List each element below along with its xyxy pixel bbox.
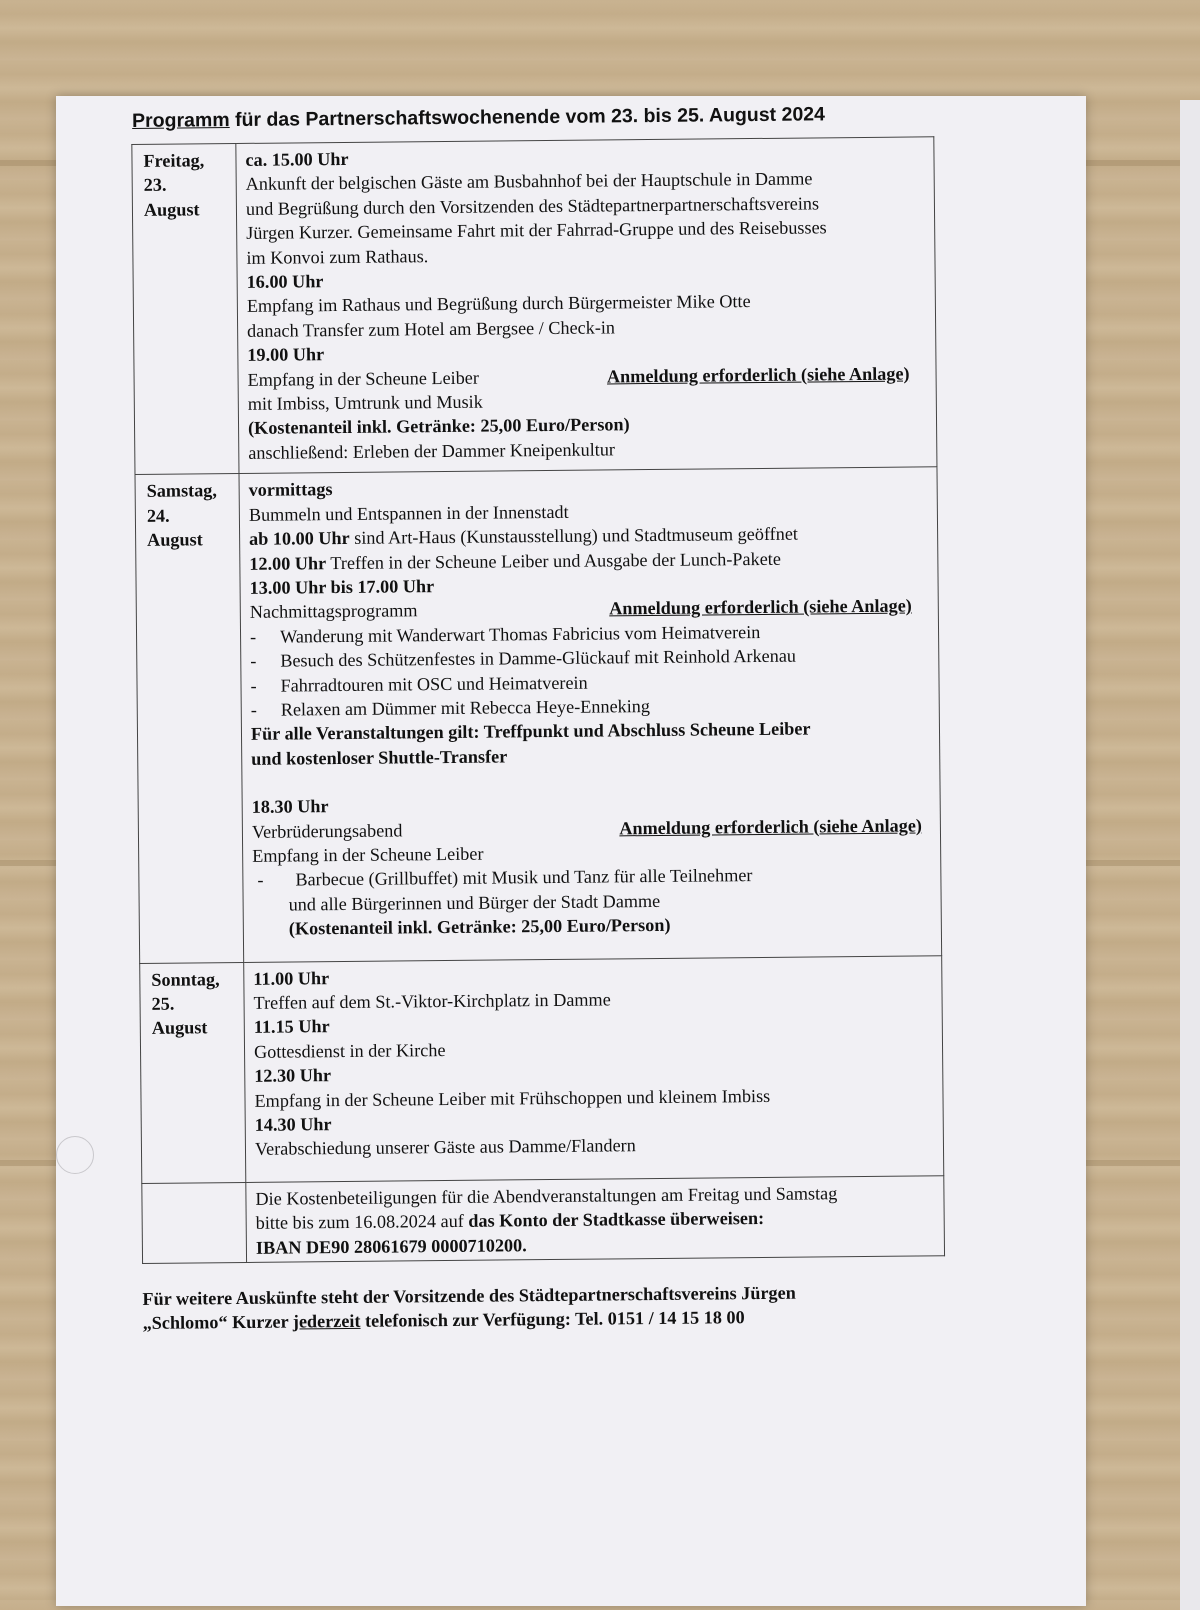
event-text-part: Treffen in der Scheune Leiber und Ausgabe der Lunch-Pakete [326,548,781,573]
day-name: Sonntag, [151,968,220,990]
time-label: 16.00 Uhr [246,271,324,292]
time-label: 11.00 Uhr [253,967,330,989]
title-rest: für das Partnerschaftswochenende vom 23. bis 25. August 2024 [229,103,826,132]
table-row-friday [132,137,937,475]
event-text: und Begrüßung durch den Vorsitzenden des Städtepartnerpartnerschaftsvereins [245,193,820,219]
day-number: 24. [146,505,170,526]
events-cell-saturday [239,467,942,962]
event-text: Gottesdienst in der Kirche [253,1039,446,1062]
day-month: August [143,199,200,220]
time-label: 14.30 Uhr [254,1114,332,1135]
day-month: August [151,1017,208,1039]
payment-cell [246,1176,945,1263]
list-dash: - [250,650,257,672]
footer-line: Für weitere Auskünfte steht der Vorsitzende des Städtepartnerschaftsvereins Jürgen [142,1282,796,1310]
table-row-sunday [140,955,944,1183]
list-item-text: Relaxen am Dümmer mit Rebecca Heye-Enneking [280,695,651,720]
event-text: im Konvoi zum Rathaus. [246,245,429,268]
document-content [131,102,1013,1335]
registration-note: Anmeldung erforderlich (siehe Anlage) [609,595,912,619]
table-row-payment [142,1176,945,1264]
day-number: 23. [143,175,167,196]
event-text: Jürgen Kurzer. Gemeinsame Fahrt mit der Fahrrad-Gruppe und des Reisebusses [246,217,827,244]
event-text-part: sind Art-Haus (Kunstausstellung) und Stadtmuseum geöffnet [349,523,798,549]
list-item-text: Barbecue (Grillbuffet) mit Musik und Tanz für alle Teilnehmer [295,865,753,890]
day-cell-sunday [140,962,246,1183]
event-text-part: Verbrüderungsabend [251,819,403,842]
event-text: Verabschiedung unserer Gäste aus Damme/Flandern [254,1135,636,1160]
table-row-saturday [135,467,942,963]
time-label: ca. 15.00 Uhr [245,148,349,170]
day-month: August [147,529,203,550]
time-label: 19.00 Uhr [247,344,325,366]
time-label: 12.30 Uhr [254,1065,332,1087]
list-dash: - [250,675,257,696]
event-text: Empfang in der Scheune Leiber [252,843,484,866]
footer-emphasis: jederzeit [292,1310,361,1332]
day-name: Freitag, [143,150,205,171]
time-label: 13.00 Uhr bis 17.00 Uhr [249,576,435,598]
events-cell-sunday [244,955,944,1182]
event-text: Ankunft der belgischen Gäste am Busbahnhof bei der Hauptschule in Damme [245,168,813,195]
meeting-note: und kostenloser Shuttle-Transfer [251,746,508,769]
time-label: 11.15 Uhr [253,1016,330,1038]
cost-note: (Kostenanteil inkl. Getränke: 25,00 Euro/Person) [247,414,630,439]
registration-note: Anmeldung erforderlich (siehe Anlage) [606,363,910,387]
event-text: anschließend: Erleben der Dammer Kneipenkultur [248,439,616,463]
time-label: vormittags [248,479,333,501]
empty-day-cell [142,1182,247,1263]
list-item-text: Wanderung mit Wanderwart Thomas Fabricius vom Heimatverein [279,621,761,647]
registration-note: Anmeldung erforderlich (siehe Anlage) [619,815,922,838]
iban: IBAN DE90 28061679 0000710200. [255,1234,527,1258]
adjacent-paper-sheet [1180,100,1200,1610]
contact-footer [142,1279,942,1335]
punch-hole [56,1136,94,1174]
day-cell-saturday [135,474,244,963]
time-label: 18.30 Uhr [251,796,329,818]
day-number: 25. [151,993,175,1014]
time-label: 12.00 Uhr [249,552,327,574]
payment-text-part: bitte bis zum 16.08.2024 auf [255,1211,469,1234]
footer-phone: telefonisch zur Verfügung: Tel. 0151 / 14 15 18 00 [360,1307,745,1331]
time-label: ab 10.00 Uhr [249,528,350,549]
payment-text: Die Kostenbeteiligungen für die Abendveranstaltungen am Freitag und Samstag [255,1183,838,1209]
cost-note: (Kostenanteil inkl. Getränke: 25,00 Euro/Person) [288,915,671,939]
title-lead: Programm [131,109,230,132]
events-cell-friday [236,137,937,474]
event-text-part: Nachmittagsprogramm [249,600,418,623]
event-text: Bummeln und Entspannen in der Innenstadt [248,501,569,525]
event-text: Treffen auf dem St.-Viktor-Kirchplatz in Damme [253,989,611,1013]
meeting-note: Für alle Veranstaltungen gilt: Treffpunkt und Abschluss Scheune Leiber [250,718,811,745]
event-text: mit Imbiss, Umtrunk und Musik [247,391,483,414]
list-dash: - [249,626,257,647]
list-item-text: Fahrradtouren mit OSC und Heimatverein [280,672,588,696]
program-table [131,136,945,1264]
event-text-part: Empfang in der Scheune Leiber [247,367,479,390]
event-text: danach Transfer zum Hotel am Bergsee / Check-in [247,317,616,341]
list-dash: - [257,870,264,891]
payment-account: das Konto der Stadtkasse überweisen: [468,1208,765,1232]
footer-text-part: „Schlomo“ Kurzer [142,1311,293,1334]
list-dash: - [250,699,257,720]
event-text: und alle Bürgerinnen und Bürger der Stadt Damme [288,890,661,915]
day-name: Samstag, [146,480,217,502]
day-cell-friday [132,143,239,474]
event-text: Empfang im Rathaus und Begrüßung durch Bürgermeister Mike Otte [246,291,751,317]
event-text: Empfang in der Scheune Leiber mit Frühschoppen und kleinem Imbiss [254,1085,771,1111]
list-item-text: Besuch des Schützenfestes in Damme-Glückauf mit Reinhold Arkenau [280,645,797,671]
